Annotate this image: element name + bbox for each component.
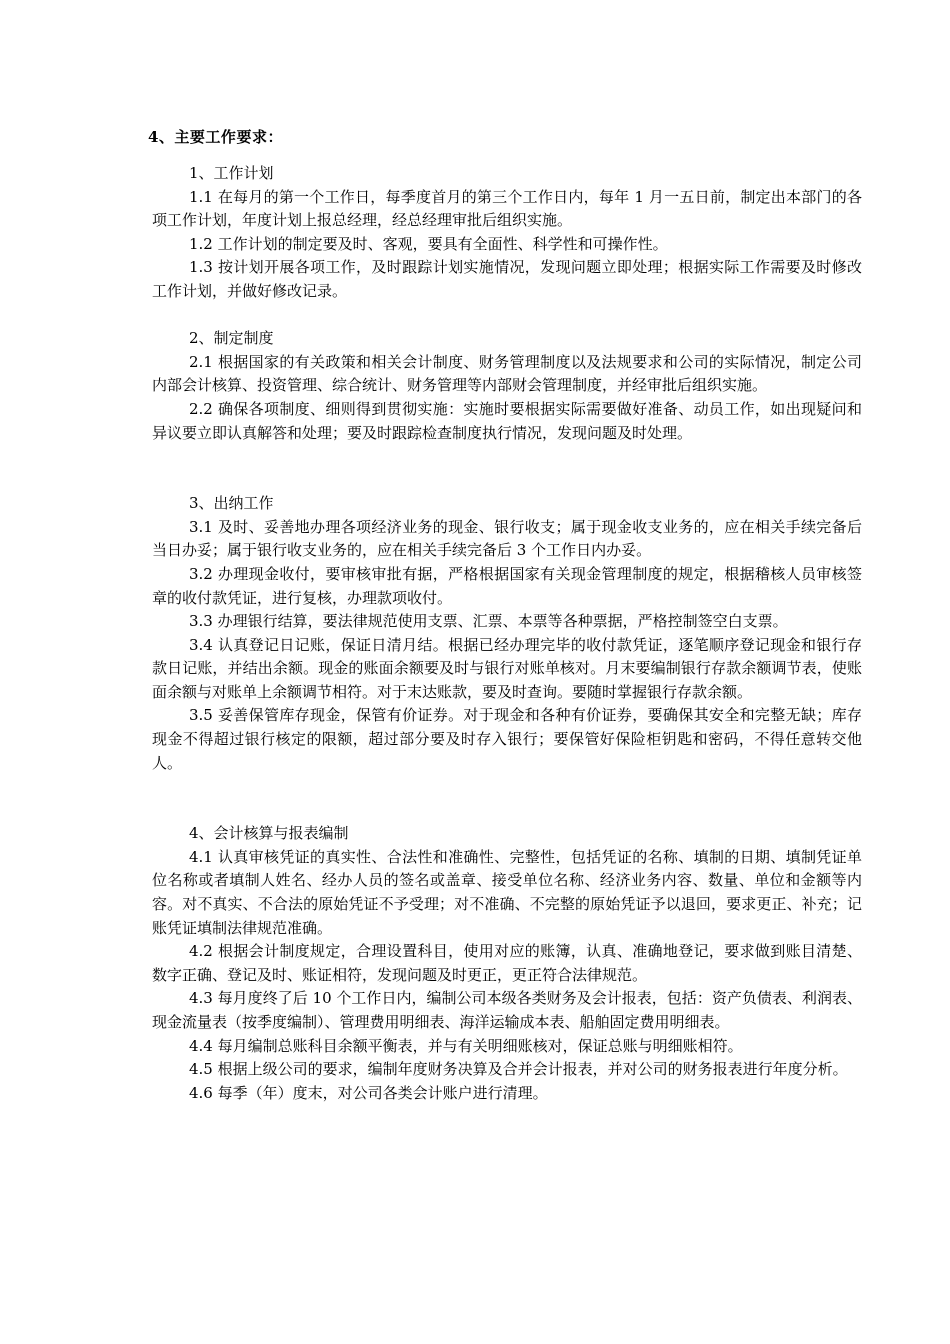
paragraph-1-3: 1.3 按计划开展各项工作，及时跟踪计划实施情况，发现问题立即处理；根据实际工作需要及时修改工作计划，并做好修改记录。 [152,258,862,300]
section-heading: 4、主要工作要求： [148,128,283,146]
paragraph-3-1: 3.1 及时、妥善地办理各项经济业务的现金、银行收支；属于现金收支业务的，应在相关手续完备后当日办妥；属于银行收支业务的，应在相关手续完备后 3 个工作日内办妥。 [152,517,862,560]
section-title-regulations: 2、制定制度 [189,329,274,348]
paragraph-4-5: 4.5 根据上级公司的要求，编制年度财务决算及合并会计报表，并对公司的财务报表进行年度分析。 [189,1060,848,1079]
paragraph-1-2: 1.2 工作计划的制定要及时、客观，要具有全面性、科学性和可操作性。 [189,234,668,253]
paragraph-3-3: 3.3 办理银行结算，要法律规范使用支票、汇票、本票等各种票据，严格控制签空白支票。 [189,612,788,631]
paragraph-3-4: 3.4 认真登记日记账，保证日清月结。根据已经办理完毕的收付款凭证，逐笔顺序登记现金和银行存款日记账，并结出余额。现金的账面余额要及时与银行对账单核对。月末要编制银行存款余额调节表，使账面余额与对账单上余额调节相符。对于末达账款，要及时查询。要随时掌握银行存款余额。 [152,635,862,701]
paragraph-1-1: 1.1 在每月的第一个工作日，每季度首月的第三个工作日内，每年 1 月一五日前，制定出本部门的各项工作计划，年度计划上报总经理，经总经理审批后组织实施。 [152,187,862,230]
section-title-cashier: 3、出纳工作 [189,494,274,513]
paragraph-4-2: 4.2 根据会计制度规定，合理设置科目，使用对应的账簿，认真、准确地登记，要求做到账目清楚、数字正确、登记及时、账证相符，发现问题及时更正，更正符合法律规范。 [152,942,862,984]
section-title-work-plan: 1、工作计划 [189,164,274,182]
document-body [152,162,862,1105]
paragraph-4-3: 4.3 每月度终了后 10 个工作日内，编制公司本级各类财务及会计报表，包括：资产负债表、利润表、现金流量表（按季度编制）、管理费用明细表、海洋运输成本表、船舶固定费用明细表。 [152,989,862,1031]
paragraph-4-6: 4.6 每季（年）度末，对公司各类会计账户进行清理。 [189,1083,548,1102]
paragraph-4-1: 4.1 认真审核凭证的真实性、合法性和准确性、完整性，包括凭证的名称、填制的日期、填制凭证单位名称或者填制人姓名、经办人员的签名或盖章、接受单位名称、经济业务内容、数量、单位和金额等内容。对不真实、不合法的原始凭证不予受理；对不准确、不完整的原始凭证予以退回，要求更正、补充；记账凭证填制法律规范准确。 [152,847,862,937]
paragraph-3-5: 3.5 妥善保管库存现金，保管有价证券。对于现金和各种有价证券，要确保其安全和完整无缺；库存现金不得超过银行核定的限额，超过部分要及时存入银行；要保管好保险柜钥匙和密码，不得任意转交他人。 [152,706,862,772]
paragraph-2-1: 2.1 根据国家的有关政策和相关会计制度、财务管理制度以及法规要求和公司的实际情况，制定公司内部会计核算、投资管理、综合统计、财务管理等内部财会管理制度，并经审批后组织实施。 [152,352,862,395]
paragraph-4-4: 4.4 每月编制总账科目余额平衡表，并与有关明细账核对，保证总账与明细账相符。 [189,1036,743,1055]
paragraph-2-2: 2.2 确保各项制度、细则得到贯彻实施：实施时要根据实际需要做好准备、动员工作，如出现疑问和异议要立即认真解答和处理；要及时跟踪检查制度执行情况，发现问题及时处理。 [152,399,862,442]
paragraph-3-2: 3.2 办理现金收付，要审核审批有据，严格根据国家有关现金管理制度的规定，根据稽核人员审核签章的收付款凭证，进行复核，办理款项收付。 [152,564,862,607]
section-title-accounting: 4、会计核算与报表编制 [189,824,349,843]
